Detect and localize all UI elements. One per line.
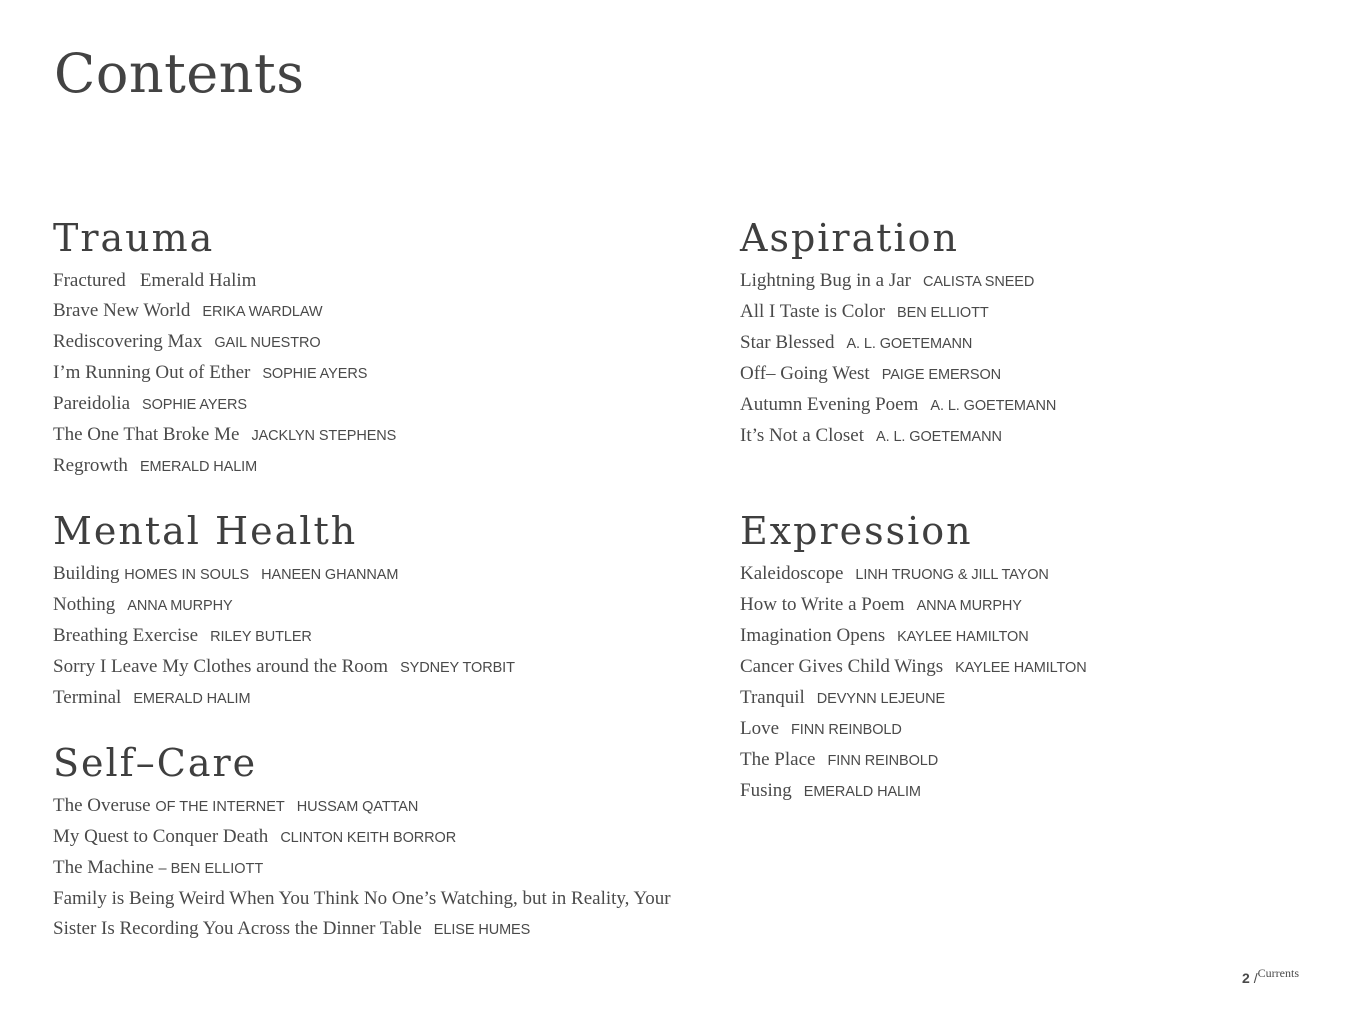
entry-title: Building [53, 563, 120, 584]
entry[interactable] [740, 590, 1340, 621]
entry-title: Cancer Gives Child Wings [740, 656, 944, 677]
entry[interactable] [53, 791, 703, 822]
footer-separator: / [1253, 970, 1258, 986]
entry-title: How to Write a Poem [740, 594, 905, 615]
entry-title: Off– Going West [740, 363, 870, 384]
entry[interactable] [53, 853, 703, 884]
entry[interactable] [740, 359, 1340, 390]
entry[interactable] [53, 822, 703, 853]
entry-author: Emerald Halim [139, 270, 257, 291]
entry[interactable] [740, 421, 1340, 452]
entry-title: The Overuse [53, 795, 151, 816]
entry[interactable] [53, 884, 683, 945]
page-number: 2 [1241, 970, 1250, 986]
section-heading: Self–Care [53, 741, 258, 785]
section-expression [740, 507, 1340, 807]
entry-title-caps: HOMES IN SOULS [124, 567, 250, 583]
entry[interactable] [53, 559, 703, 590]
entry-author: SOPHIE AYERS [262, 366, 368, 382]
entry-title: The Place [740, 749, 816, 770]
entry[interactable] [740, 776, 1340, 807]
entry-author: EMERALD HALIM [803, 784, 921, 800]
entry-author: EMERALD HALIM [133, 691, 251, 707]
entry[interactable] [53, 296, 703, 327]
entry-author: SYDNEY TORBIT [400, 660, 515, 676]
entry-title: Fusing [740, 780, 792, 801]
entry[interactable] [740, 559, 1340, 590]
entry-title: Nothing [53, 594, 116, 615]
entry[interactable] [740, 652, 1340, 683]
entry-author: ERIKA WARDLAW [202, 304, 323, 320]
entry-title: Imagination Opens [740, 625, 886, 646]
entry-title: Lightning Bug in a Jar [740, 270, 911, 291]
section-heading: Mental Health [53, 509, 358, 553]
entry-title: Fractured [53, 270, 126, 291]
section-mental-health [53, 507, 703, 714]
entry-title: I’m Running Out of Ether [53, 362, 251, 383]
entry-author: PAIGE EMERSON [881, 367, 1002, 383]
entry-author: CLINTON KEITH BORROR [280, 830, 457, 846]
entry-title: Autumn Evening Poem [740, 394, 919, 415]
page-title: Contents [54, 42, 305, 105]
entry-title: Kaleidoscope [740, 563, 844, 584]
entry-author: ANNA MURPHY [127, 598, 233, 614]
entry-author: BEN ELLIOTT [897, 305, 989, 321]
entry-author: ELISE HUMES [433, 922, 531, 938]
entry-list [53, 791, 703, 945]
section-trauma [53, 214, 703, 482]
entry-list [53, 559, 703, 714]
entry[interactable] [53, 621, 703, 652]
entry-author: FINN REINBOLD [827, 753, 939, 769]
section-self-care [53, 739, 703, 945]
entry-author: DEVYNN LEJEUNE [816, 691, 946, 707]
entry-title-caps: OF THE INTERNET [155, 799, 285, 815]
entry-author: FINN REINBOLD [791, 722, 902, 738]
entry-author: RILEY BUTLER [210, 629, 312, 645]
entry[interactable] [53, 451, 703, 482]
entry-title: It’s Not a Closet [740, 425, 865, 446]
entry-title: Pareidolia [53, 393, 131, 414]
entry[interactable] [53, 590, 703, 621]
entry-author: LINH TRUONG & JILL TAYON [855, 567, 1049, 583]
entry[interactable] [740, 683, 1340, 714]
entry-title: My Quest to Conquer Death [53, 826, 269, 847]
entry-author: KAYLEE HAMILTON [955, 660, 1087, 676]
entry[interactable] [740, 266, 1340, 297]
entry-title: Tranquil [740, 687, 805, 708]
entry[interactable] [740, 390, 1340, 421]
entry[interactable] [740, 297, 1340, 328]
entry-author: A. L. GOETEMANN [930, 398, 1057, 414]
entry[interactable] [53, 266, 703, 296]
entry-author: A. L. GOETEMANN [846, 336, 973, 352]
entry[interactable] [53, 389, 703, 420]
entry-title: Star Blessed [740, 332, 835, 353]
entry-author: CALISTA SNEED [922, 274, 1035, 290]
entry-author: SOPHIE AYERS [142, 397, 247, 413]
entry-title: Terminal [53, 687, 122, 708]
entry-author: JACKLYN STEPHENS [251, 428, 397, 444]
section-heading: Trauma [53, 216, 215, 260]
entry-title: All I Taste is Color [740, 301, 886, 322]
entry-list [53, 266, 703, 482]
entry-title: The One That Broke Me [53, 424, 240, 445]
entry[interactable] [53, 358, 703, 389]
entry-author: EMERALD HALIM [139, 459, 258, 475]
entry-title: Love [740, 718, 780, 739]
entry[interactable] [740, 621, 1340, 652]
entry-author: A. L. GOETEMANN [876, 429, 1002, 445]
entry-title: Breathing Exercise [53, 625, 199, 646]
entry-author: ANNA MURPHY [916, 598, 1022, 614]
entry-title: Regrowth [53, 455, 128, 476]
entry-author: HANEEN GHANNAM [261, 567, 399, 583]
section-heading: Aspiration [740, 216, 960, 260]
entry-title-caps: – BEN ELLIOTT [158, 861, 264, 877]
section-heading: Expression [740, 509, 973, 553]
entry[interactable] [740, 714, 1340, 745]
entry-title: Family is Being Weird When You Think No One’s Watching, but in Reality, Your Sister Is Recording You Across the Dinner Table [53, 888, 671, 939]
entry-author: HUSSAM QATTAN [296, 799, 419, 815]
entry[interactable] [53, 327, 703, 358]
entry[interactable] [740, 745, 1340, 776]
entry-title: Rediscovering Max [53, 331, 203, 352]
entry[interactable] [740, 328, 1340, 359]
entry[interactable] [53, 652, 703, 683]
entry-title: Sorry I Leave My Clothes around the Room [53, 656, 389, 677]
publication-name: Currents [1257, 966, 1299, 980]
section-aspiration [740, 214, 1340, 452]
entry-author: GAIL NUESTRO [214, 335, 321, 351]
entry-title: Brave New World [53, 300, 191, 321]
entry-list [740, 266, 1340, 452]
entry[interactable] [53, 683, 703, 714]
entry-title: The Machine [53, 857, 154, 878]
entry[interactable] [53, 420, 703, 451]
page-footer [1242, 966, 1299, 988]
entry-list [740, 559, 1340, 807]
entry-author: KAYLEE HAMILTON [897, 629, 1029, 645]
